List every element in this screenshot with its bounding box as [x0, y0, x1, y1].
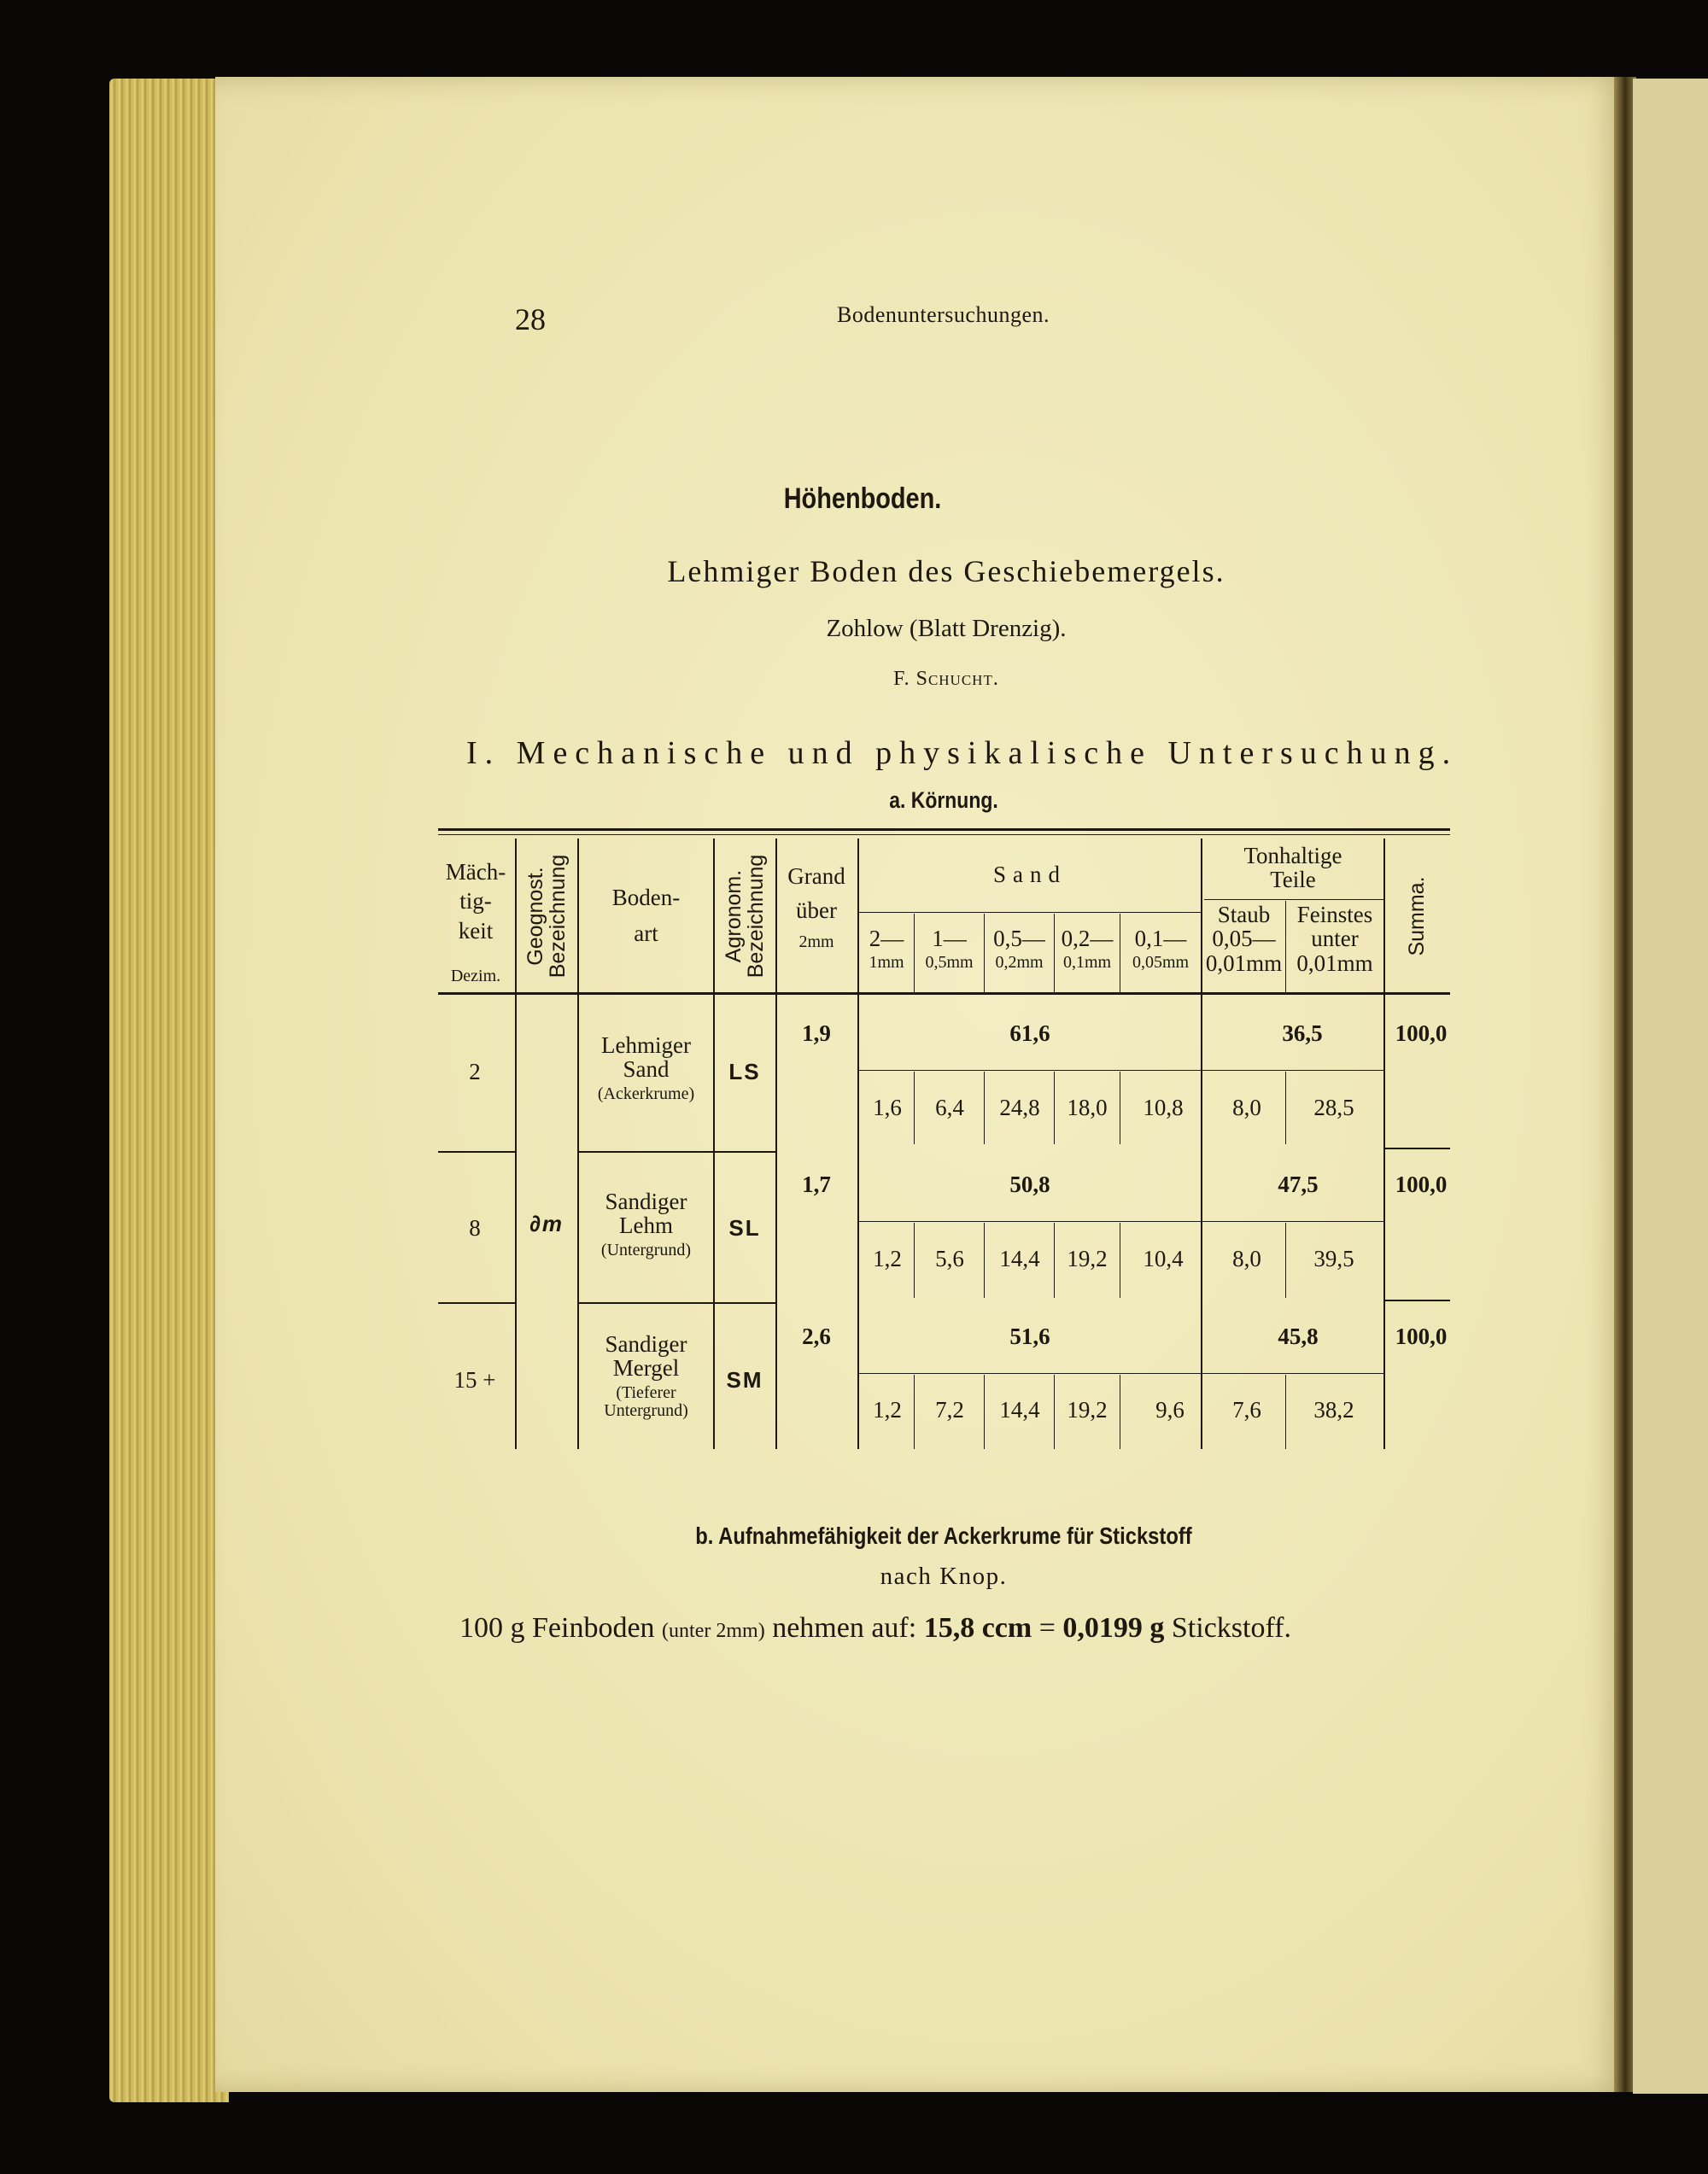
row2-sand-2: 5,6 [935, 1246, 964, 1271]
header-grand-line3: 2mm [798, 932, 834, 951]
row1-bodenart-line2: Sand [623, 1056, 670, 1083]
sand-subheader-rule [859, 912, 1201, 913]
r1-frac-line-1 [914, 1072, 915, 1144]
row2-sand-3: 14,4 [999, 1246, 1040, 1271]
col-line-3 [713, 839, 715, 1449]
row2-sand-4: 19,2 [1067, 1246, 1108, 1271]
row1-sand-total: 61,6 [1009, 1020, 1050, 1046]
header-geognost-line2: Bezeichnung [546, 854, 570, 979]
header-grand [775, 864, 857, 951]
header-agronom-line2: Bezeichnung [744, 854, 768, 979]
header-maechtigkeit-line1: Mäch- [445, 859, 506, 885]
col-line-7 [1383, 839, 1385, 1449]
row1-depth: 2 [469, 1059, 481, 1084]
row3-staub: 7,6 [1232, 1397, 1261, 1423]
header-grand-line2: über [796, 897, 837, 924]
r2-ton-line [1285, 1223, 1286, 1298]
header-summa: Summa. [1404, 876, 1429, 956]
r1-frac-line-3 [1054, 1072, 1055, 1144]
row3-sand-2: 7,2 [935, 1397, 964, 1423]
header-staub [1202, 903, 1285, 975]
row3-ton-total: 45,8 [1278, 1324, 1319, 1349]
header-sand-frac-4-bottom: 0,1mm [1062, 953, 1112, 973]
row2-sand-1: 1,2 [873, 1246, 902, 1271]
header-feinstes-line2: unter [1311, 926, 1359, 952]
row3-bodenart [579, 1332, 713, 1420]
ton-subheader-rule [1204, 899, 1385, 900]
header-sand-frac-2-bottom: 0,5mm [925, 953, 974, 973]
header-maechtigkeit-line2: tig- [459, 888, 492, 915]
row1-staub: 8,0 [1232, 1095, 1261, 1120]
book-page-edges [109, 79, 229, 2102]
row1-bodenart-note: (Ackerkrume) [597, 1084, 695, 1103]
subsection-heading-b: b. Aufnahmefähigkeit der Ackerkrume für Stickstoff [695, 1522, 1192, 1549]
header-maechtigkeit-line3: keit [458, 917, 494, 944]
r3-frac-line-1 [914, 1375, 915, 1449]
header-sand: Sand [993, 862, 1067, 887]
method-line: nach Knop. [880, 1563, 1008, 1590]
header-sand-frac-1-top: 2— [869, 926, 904, 951]
row2-agronom: SL [728, 1215, 761, 1241]
row1-sand-5: 10,8 [1143, 1095, 1184, 1120]
header-sand-frac-1 [859, 926, 914, 972]
header-dezim: Dezim. [450, 967, 501, 985]
table-top-rule [438, 828, 1450, 831]
header-sand-frac-3-top: 0,5— [993, 926, 1045, 951]
row2-staub: 8,0 [1232, 1246, 1261, 1271]
header-geognost [524, 855, 570, 979]
row1-bodenart-line1: Lehmiger [601, 1032, 691, 1058]
author-line: F. Schucht. [893, 668, 999, 690]
row-divider-2a [438, 1302, 515, 1304]
r3-frac-line-3 [1054, 1375, 1055, 1449]
header-geognost-line1: Geognost. [523, 867, 547, 966]
row1-sand-4: 18,0 [1067, 1095, 1108, 1120]
header-sand-frac-3-bottom: 0,2mm [995, 953, 1044, 973]
header-agronom-line1: Agronom. [721, 869, 746, 963]
row3-sand-total: 51,6 [1009, 1324, 1050, 1349]
row3-bodenart-note1: (Tieferer [616, 1382, 676, 1402]
row1-ton-total: 36,5 [1282, 1020, 1323, 1046]
row1-split [859, 1070, 1385, 1071]
r2-frac-line-2 [984, 1223, 985, 1298]
result-equals: = [1038, 1612, 1056, 1644]
row2-bodenart-line2: Lehm [619, 1213, 673, 1239]
header-sand-frac-5-top: 0,1— [1134, 926, 1187, 951]
row3-agronom: SM [726, 1367, 763, 1393]
header-agronom [722, 855, 768, 979]
row1-summa: 100,0 [1395, 1020, 1448, 1046]
result-prefix: 100 g Feinboden [459, 1612, 655, 1644]
header-maechtigkeit [434, 860, 518, 943]
header-grand-line1: Grand [787, 863, 845, 889]
row3-feinstes: 38,2 [1313, 1397, 1354, 1423]
row-divider-1a [438, 1151, 515, 1153]
row2-depth: 8 [469, 1215, 481, 1241]
header-tonhaltige-line1: Tonhaltige [1243, 843, 1342, 868]
row-divider-1c [1385, 1148, 1450, 1149]
row3-sand-5: 9,6 [1155, 1397, 1184, 1423]
header-sand-frac-4-top: 0,2— [1061, 926, 1114, 951]
header-feinstes [1286, 903, 1383, 975]
header-bodenart-line1: Boden- [611, 885, 681, 910]
row2-bodenart-note: (Untergrund) [600, 1240, 692, 1259]
row3-sand-4: 19,2 [1067, 1397, 1108, 1423]
row2-bodenart-line1: Sandiger [605, 1189, 687, 1214]
r3-ton-line [1285, 1375, 1286, 1449]
header-bodenart [579, 885, 713, 946]
header-sand-frac-5 [1120, 926, 1201, 972]
subsection-heading-a: a. Körnung. [889, 787, 998, 813]
row3-summa: 100,0 [1395, 1324, 1448, 1349]
page-number: 28 [515, 302, 546, 336]
page-subtitle: Lehmiger Boden des Geschiebemergels. [667, 554, 1225, 588]
row3-sand-1: 1,2 [873, 1397, 902, 1423]
result-grams: 0,0199 g [1062, 1612, 1165, 1644]
row3-split [859, 1373, 1385, 1374]
header-sand-frac-5-bottom: 0,05mm [1132, 953, 1190, 973]
r2-frac-line-1 [914, 1223, 915, 1298]
row-divider-2c [1385, 1300, 1450, 1301]
row2-grand: 1,7 [802, 1172, 831, 1197]
row3-bodenart-line1: Sandiger [605, 1331, 687, 1357]
header-staub-line1: Staub [1217, 902, 1271, 927]
header-sand-frac-4 [1055, 926, 1120, 972]
r1-ton-line [1285, 1072, 1286, 1144]
header-sand-frac-3 [985, 926, 1054, 972]
header-tonhaltige [1202, 844, 1383, 892]
header-staub-line2: 0,05— [1212, 926, 1276, 952]
result-unit-note: (unter 2mm) [662, 1620, 765, 1642]
next-page-edge [1633, 79, 1708, 2094]
row2-split [859, 1221, 1385, 1222]
header-sand-frac-2-top: 1— [932, 926, 967, 951]
row2-ton-total: 47,5 [1278, 1172, 1319, 1197]
nitrogen-result [459, 1612, 1291, 1645]
result-suffix: Stickstoff. [1171, 1612, 1291, 1644]
header-sand-frac-1-bottom: 1mm [869, 953, 904, 973]
row1-sand-2: 6,4 [935, 1095, 964, 1120]
header-feinstes-line3: 0,01mm [1296, 950, 1373, 976]
row3-depth: 15 + [453, 1367, 496, 1393]
header-staub-line3: 0,01mm [1205, 950, 1283, 976]
row2-bodenart [579, 1189, 713, 1259]
row-divider-2b [579, 1302, 775, 1304]
row1-feinstes: 28,5 [1313, 1095, 1354, 1120]
row1-sand-3: 24,8 [999, 1095, 1040, 1120]
row3-bodenart-line2: Mergel [612, 1355, 680, 1382]
row2-sand-5: 10,4 [1143, 1246, 1184, 1271]
result-middle: nehmen auf: [772, 1612, 917, 1644]
header-tonhaltige-line2: Teile [1270, 867, 1316, 893]
row3-bodenart-note2: Untergrund) [604, 1400, 688, 1420]
header-bodenart-line2: art [634, 920, 658, 947]
running-head: Bodenuntersuchungen. [837, 302, 1050, 327]
row2-feinstes: 39,5 [1313, 1246, 1354, 1271]
row-divider-1b [579, 1151, 775, 1153]
row3-sand-3: 14,4 [999, 1397, 1040, 1423]
row1-agronom: LS [728, 1059, 761, 1084]
header-rule [438, 992, 1450, 995]
r1-frac-line-2 [984, 1072, 985, 1144]
location-line: Zohlow (Blatt Drenzig). [826, 615, 1067, 642]
row2-summa: 100,0 [1395, 1172, 1448, 1197]
row2-sand-total: 50,8 [1009, 1172, 1050, 1197]
row3-grand: 2,6 [802, 1324, 831, 1349]
geognost-symbol: ∂m [529, 1211, 564, 1236]
book-page [215, 77, 1626, 2092]
page-title: Höhenboden. [783, 482, 942, 515]
header-sand-frac-2 [915, 926, 984, 972]
row1-sand-1: 1,6 [873, 1095, 902, 1120]
r3-frac-line-2 [984, 1375, 985, 1449]
r2-frac-line-3 [1054, 1223, 1055, 1298]
row1-bodenart [579, 1033, 713, 1103]
result-ccm: 15,8 ccm [923, 1612, 1032, 1644]
section-heading: I. Mechanische und physikalische Untersuchung. [466, 735, 1459, 771]
header-feinstes-line1: Feinstes [1296, 902, 1373, 927]
table-top-rule-thin [438, 834, 1450, 835]
row1-grand: 1,9 [802, 1020, 831, 1046]
